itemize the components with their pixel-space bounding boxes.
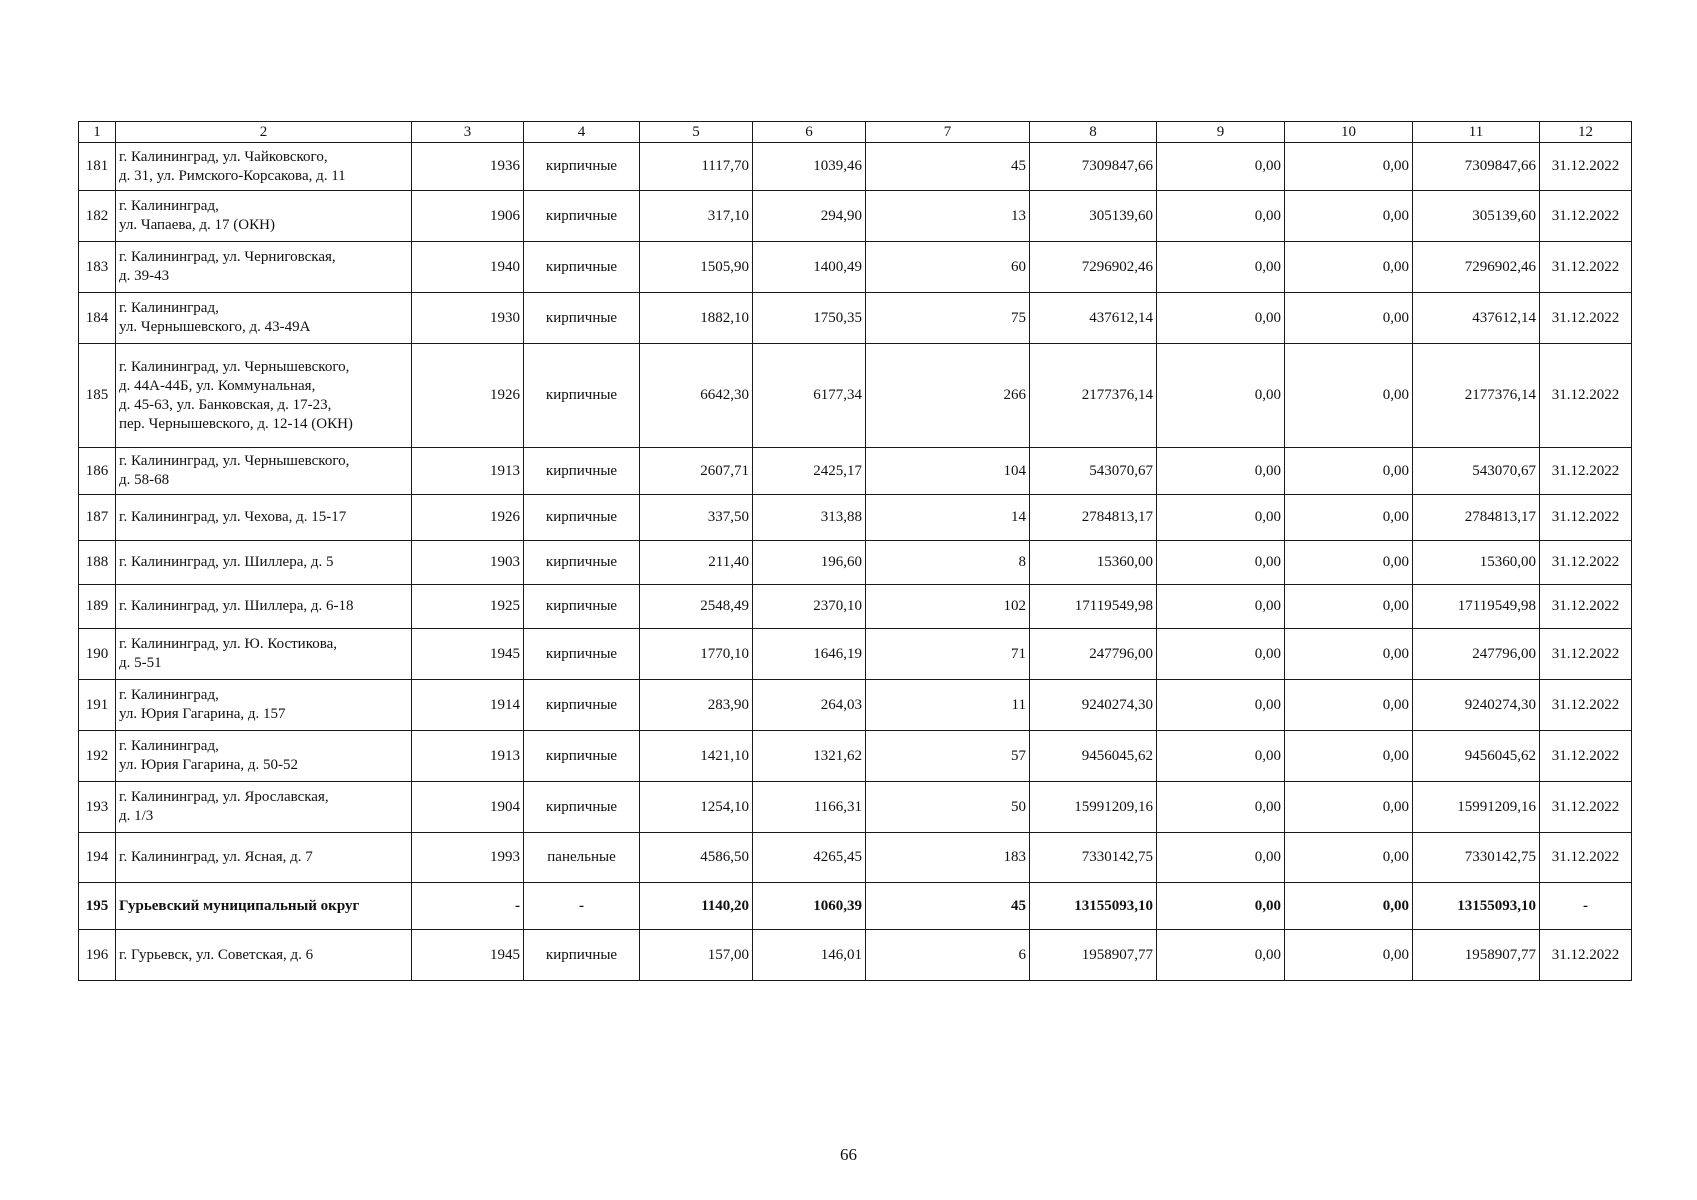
address-cell: г. Калининград, ул. Чехова, д. 15-17 xyxy=(116,495,412,541)
wall-material-cell: кирпичные xyxy=(524,293,640,344)
column-header: 12 xyxy=(1540,122,1632,143)
address-cell: г. Калининград, ул. Шиллера, д. 6-18 xyxy=(116,585,412,629)
wall-material-cell: кирпичные xyxy=(524,448,640,495)
total-area-cell: 4586,50 xyxy=(640,833,753,883)
fund-cost-cell: 0,00 xyxy=(1157,242,1285,293)
table-row xyxy=(79,731,1632,782)
fund-cost-cell: 0,00 xyxy=(1157,833,1285,883)
total-cost-cell: 9240274,30 xyxy=(1030,680,1157,731)
total-cost-cell: 247796,00 xyxy=(1030,629,1157,680)
total-cost-cell: 437612,14 xyxy=(1030,293,1157,344)
total-area-cell: 1421,10 xyxy=(640,731,753,782)
table-row xyxy=(79,344,1632,448)
table-row xyxy=(79,833,1632,883)
completion-date-cell: 31.12.2022 xyxy=(1540,191,1632,242)
table-body xyxy=(79,122,1632,981)
year-cell: 1903 xyxy=(412,541,524,585)
completion-date-cell: 31.12.2022 xyxy=(1540,629,1632,680)
column-header: 2 xyxy=(116,122,412,143)
wall-material-cell: кирпичные xyxy=(524,242,640,293)
address-cell: г. Калининград, ул. Ярославская, д. 1/3 xyxy=(116,782,412,833)
fund-cost-cell: 0,00 xyxy=(1157,680,1285,731)
residents-count-cell: 45 xyxy=(866,883,1030,930)
address-cell: Гурьевский муниципальный округ xyxy=(116,883,412,930)
table-row xyxy=(79,448,1632,495)
row-number-cell: 182 xyxy=(79,191,116,242)
completion-date-cell: 31.12.2022 xyxy=(1540,448,1632,495)
total-area-cell: 6642,30 xyxy=(640,344,753,448)
owners-cost-cell: 1958907,77 xyxy=(1413,930,1540,981)
fund-cost-cell: 0,00 xyxy=(1157,191,1285,242)
wall-material-cell: кирпичные xyxy=(524,541,640,585)
wall-material-cell: кирпичные xyxy=(524,731,640,782)
row-number-cell: 186 xyxy=(79,448,116,495)
year-cell: 1993 xyxy=(412,833,524,883)
address-cell: г. Калининград, ул. Чайковского, д. 31, ул. Римского-Корсакова, д. 11 xyxy=(116,143,412,191)
owners-cost-cell: 2177376,14 xyxy=(1413,344,1540,448)
living-area-cell: 4265,45 xyxy=(753,833,866,883)
table-row xyxy=(79,293,1632,344)
table-row xyxy=(79,629,1632,680)
owners-cost-cell: 2784813,17 xyxy=(1413,495,1540,541)
owners-cost-cell: 15991209,16 xyxy=(1413,782,1540,833)
year-cell: - xyxy=(412,883,524,930)
owners-cost-cell: 247796,00 xyxy=(1413,629,1540,680)
wall-material-cell: кирпичные xyxy=(524,143,640,191)
column-header: 7 xyxy=(866,122,1030,143)
living-area-cell: 1039,46 xyxy=(753,143,866,191)
column-header: 10 xyxy=(1285,122,1413,143)
residents-count-cell: 11 xyxy=(866,680,1030,731)
other-cost-cell: 0,00 xyxy=(1285,293,1413,344)
completion-date-cell: 31.12.2022 xyxy=(1540,585,1632,629)
completion-date-cell: 31.12.2022 xyxy=(1540,344,1632,448)
completion-date-cell: 31.12.2022 xyxy=(1540,833,1632,883)
table-row xyxy=(79,495,1632,541)
row-number-cell: 196 xyxy=(79,930,116,981)
total-area-cell: 1770,10 xyxy=(640,629,753,680)
row-number-cell: 193 xyxy=(79,782,116,833)
address-cell: г. Калининград, ул. Юрия Гагарина, д. 50-52 xyxy=(116,731,412,782)
row-number-cell: 191 xyxy=(79,680,116,731)
year-cell: 1926 xyxy=(412,495,524,541)
residents-count-cell: 50 xyxy=(866,782,1030,833)
column-header: 9 xyxy=(1157,122,1285,143)
document-sheet xyxy=(78,121,1631,981)
other-cost-cell: 0,00 xyxy=(1285,585,1413,629)
total-cost-cell: 13155093,10 xyxy=(1030,883,1157,930)
row-number-cell: 181 xyxy=(79,143,116,191)
living-area-cell: 1750,35 xyxy=(753,293,866,344)
total-cost-cell: 1958907,77 xyxy=(1030,930,1157,981)
residents-count-cell: 13 xyxy=(866,191,1030,242)
total-cost-cell: 15360,00 xyxy=(1030,541,1157,585)
year-cell: 1940 xyxy=(412,242,524,293)
total-cost-cell: 2177376,14 xyxy=(1030,344,1157,448)
completion-date-cell: 31.12.2022 xyxy=(1540,541,1632,585)
other-cost-cell: 0,00 xyxy=(1285,242,1413,293)
fund-cost-cell: 0,00 xyxy=(1157,585,1285,629)
residents-count-cell: 60 xyxy=(866,242,1030,293)
owners-cost-cell: 9240274,30 xyxy=(1413,680,1540,731)
row-number-cell: 185 xyxy=(79,344,116,448)
address-cell: г. Гурьевск, ул. Советская, д. 6 xyxy=(116,930,412,981)
completion-date-cell: 31.12.2022 xyxy=(1540,680,1632,731)
address-cell: г. Калининград, ул. Черниговская, д. 39-43 xyxy=(116,242,412,293)
column-header: 6 xyxy=(753,122,866,143)
total-area-cell: 283,90 xyxy=(640,680,753,731)
residents-count-cell: 45 xyxy=(866,143,1030,191)
fund-cost-cell: 0,00 xyxy=(1157,731,1285,782)
year-cell: 1925 xyxy=(412,585,524,629)
living-area-cell: 196,60 xyxy=(753,541,866,585)
housing-register-table xyxy=(78,121,1632,981)
total-cost-cell: 7330142,75 xyxy=(1030,833,1157,883)
wall-material-cell: кирпичные xyxy=(524,930,640,981)
fund-cost-cell: 0,00 xyxy=(1157,541,1285,585)
row-number-cell: 189 xyxy=(79,585,116,629)
column-header: 3 xyxy=(412,122,524,143)
page-number: 66 xyxy=(840,1145,857,1164)
other-cost-cell: 0,00 xyxy=(1285,731,1413,782)
total-cost-cell: 7309847,66 xyxy=(1030,143,1157,191)
residents-count-cell: 71 xyxy=(866,629,1030,680)
total-cost-cell: 15991209,16 xyxy=(1030,782,1157,833)
living-area-cell: 1321,62 xyxy=(753,731,866,782)
residents-count-cell: 57 xyxy=(866,731,1030,782)
wall-material-cell: кирпичные xyxy=(524,191,640,242)
row-number-cell: 195 xyxy=(79,883,116,930)
wall-material-cell: кирпичные xyxy=(524,344,640,448)
living-area-cell: 2370,10 xyxy=(753,585,866,629)
fund-cost-cell: 0,00 xyxy=(1157,344,1285,448)
residents-count-cell: 8 xyxy=(866,541,1030,585)
address-cell: г. Калининград, ул. Ю. Костикова, д. 5-51 xyxy=(116,629,412,680)
living-area-cell: 1646,19 xyxy=(753,629,866,680)
residents-count-cell: 183 xyxy=(866,833,1030,883)
row-number-cell: 183 xyxy=(79,242,116,293)
owners-cost-cell: 543070,67 xyxy=(1413,448,1540,495)
other-cost-cell: 0,00 xyxy=(1285,143,1413,191)
total-cost-cell: 9456045,62 xyxy=(1030,731,1157,782)
table-row xyxy=(79,242,1632,293)
table-row xyxy=(79,541,1632,585)
other-cost-cell: 0,00 xyxy=(1285,495,1413,541)
column-number-header-row xyxy=(79,122,1632,143)
column-header: 1 xyxy=(79,122,116,143)
total-area-cell: 1505,90 xyxy=(640,242,753,293)
other-cost-cell: 0,00 xyxy=(1285,191,1413,242)
residents-count-cell: 104 xyxy=(866,448,1030,495)
wall-material-cell: панельные xyxy=(524,833,640,883)
fund-cost-cell: 0,00 xyxy=(1157,930,1285,981)
residents-count-cell: 14 xyxy=(866,495,1030,541)
other-cost-cell: 0,00 xyxy=(1285,541,1413,585)
table-row xyxy=(79,191,1632,242)
wall-material-cell: кирпичные xyxy=(524,585,640,629)
other-cost-cell: 0,00 xyxy=(1285,629,1413,680)
other-cost-cell: 0,00 xyxy=(1285,448,1413,495)
other-cost-cell: 0,00 xyxy=(1285,680,1413,731)
fund-cost-cell: 0,00 xyxy=(1157,883,1285,930)
address-cell: г. Калининград, ул. Шиллера, д. 5 xyxy=(116,541,412,585)
residents-count-cell: 102 xyxy=(866,585,1030,629)
living-area-cell: 6177,34 xyxy=(753,344,866,448)
completion-date-cell: 31.12.2022 xyxy=(1540,930,1632,981)
column-header: 5 xyxy=(640,122,753,143)
living-area-cell: 294,90 xyxy=(753,191,866,242)
row-number-cell: 190 xyxy=(79,629,116,680)
owners-cost-cell: 17119549,98 xyxy=(1413,585,1540,629)
fund-cost-cell: 0,00 xyxy=(1157,448,1285,495)
wall-material-cell: кирпичные xyxy=(524,680,640,731)
owners-cost-cell: 305139,60 xyxy=(1413,191,1540,242)
total-cost-cell: 543070,67 xyxy=(1030,448,1157,495)
year-cell: 1914 xyxy=(412,680,524,731)
year-cell: 1945 xyxy=(412,629,524,680)
total-cost-cell: 2784813,17 xyxy=(1030,495,1157,541)
fund-cost-cell: 0,00 xyxy=(1157,495,1285,541)
completion-date-cell: 31.12.2022 xyxy=(1540,495,1632,541)
row-number-cell: 192 xyxy=(79,731,116,782)
residents-count-cell: 6 xyxy=(866,930,1030,981)
owners-cost-cell: 15360,00 xyxy=(1413,541,1540,585)
total-area-cell: 1254,10 xyxy=(640,782,753,833)
wall-material-cell: кирпичные xyxy=(524,782,640,833)
living-area-cell: 264,03 xyxy=(753,680,866,731)
completion-date-cell: 31.12.2022 xyxy=(1540,293,1632,344)
total-area-cell: 2607,71 xyxy=(640,448,753,495)
completion-date-cell: 31.12.2022 xyxy=(1540,731,1632,782)
total-area-cell: 1117,70 xyxy=(640,143,753,191)
fund-cost-cell: 0,00 xyxy=(1157,782,1285,833)
owners-cost-cell: 13155093,10 xyxy=(1413,883,1540,930)
total-area-cell: 1882,10 xyxy=(640,293,753,344)
fund-cost-cell: 0,00 xyxy=(1157,293,1285,344)
row-number-cell: 184 xyxy=(79,293,116,344)
table-row xyxy=(79,782,1632,833)
column-header: 4 xyxy=(524,122,640,143)
table-row xyxy=(79,585,1632,629)
row-number-cell: 188 xyxy=(79,541,116,585)
table-row xyxy=(79,143,1632,191)
year-cell: 1904 xyxy=(412,782,524,833)
total-area-cell: 157,00 xyxy=(640,930,753,981)
wall-material-cell: кирпичные xyxy=(524,629,640,680)
wall-material-cell: - xyxy=(524,883,640,930)
address-cell: г. Калининград, ул. Чернышевского, д. 58-68 xyxy=(116,448,412,495)
year-cell: 1936 xyxy=(412,143,524,191)
address-cell: г. Калининград, ул. Чернышевского, д. 44А-44Б, ул. Коммунальная, д. 45-63, ул. Банковская, д. 17-23, пер. Чернышевского, д. 12-14 (ОКН) xyxy=(116,344,412,448)
table-row xyxy=(79,883,1632,930)
year-cell: 1906 xyxy=(412,191,524,242)
completion-date-cell: - xyxy=(1540,883,1632,930)
completion-date-cell: 31.12.2022 xyxy=(1540,143,1632,191)
living-area-cell: 146,01 xyxy=(753,930,866,981)
living-area-cell: 2425,17 xyxy=(753,448,866,495)
other-cost-cell: 0,00 xyxy=(1285,344,1413,448)
table-row xyxy=(79,680,1632,731)
fund-cost-cell: 0,00 xyxy=(1157,143,1285,191)
year-cell: 1913 xyxy=(412,448,524,495)
total-area-cell: 2548,49 xyxy=(640,585,753,629)
row-number-cell: 187 xyxy=(79,495,116,541)
year-cell: 1926 xyxy=(412,344,524,448)
owners-cost-cell: 9456045,62 xyxy=(1413,731,1540,782)
completion-date-cell: 31.12.2022 xyxy=(1540,242,1632,293)
total-area-cell: 211,40 xyxy=(640,541,753,585)
living-area-cell: 1400,49 xyxy=(753,242,866,293)
residents-count-cell: 75 xyxy=(866,293,1030,344)
other-cost-cell: 0,00 xyxy=(1285,833,1413,883)
year-cell: 1930 xyxy=(412,293,524,344)
address-cell: г. Калининград, ул. Чапаева, д. 17 (ОКН) xyxy=(116,191,412,242)
address-cell: г. Калининград, ул. Чернышевского, д. 43-49А xyxy=(116,293,412,344)
other-cost-cell: 0,00 xyxy=(1285,782,1413,833)
other-cost-cell: 0,00 xyxy=(1285,883,1413,930)
column-header: 8 xyxy=(1030,122,1157,143)
row-number-cell: 194 xyxy=(79,833,116,883)
residents-count-cell: 266 xyxy=(866,344,1030,448)
living-area-cell: 1166,31 xyxy=(753,782,866,833)
address-cell: г. Калининград, ул. Ясная, д. 7 xyxy=(116,833,412,883)
owners-cost-cell: 7296902,46 xyxy=(1413,242,1540,293)
column-header: 11 xyxy=(1413,122,1540,143)
owners-cost-cell: 7330142,75 xyxy=(1413,833,1540,883)
table-row xyxy=(79,930,1632,981)
year-cell: 1945 xyxy=(412,930,524,981)
other-cost-cell: 0,00 xyxy=(1285,930,1413,981)
living-area-cell: 313,88 xyxy=(753,495,866,541)
total-area-cell: 1140,20 xyxy=(640,883,753,930)
total-area-cell: 337,50 xyxy=(640,495,753,541)
total-cost-cell: 7296902,46 xyxy=(1030,242,1157,293)
total-cost-cell: 305139,60 xyxy=(1030,191,1157,242)
completion-date-cell: 31.12.2022 xyxy=(1540,782,1632,833)
total-area-cell: 317,10 xyxy=(640,191,753,242)
owners-cost-cell: 7309847,66 xyxy=(1413,143,1540,191)
year-cell: 1913 xyxy=(412,731,524,782)
fund-cost-cell: 0,00 xyxy=(1157,629,1285,680)
owners-cost-cell: 437612,14 xyxy=(1413,293,1540,344)
address-cell: г. Калининград, ул. Юрия Гагарина, д. 157 xyxy=(116,680,412,731)
total-cost-cell: 17119549,98 xyxy=(1030,585,1157,629)
living-area-cell: 1060,39 xyxy=(753,883,866,930)
wall-material-cell: кирпичные xyxy=(524,495,640,541)
